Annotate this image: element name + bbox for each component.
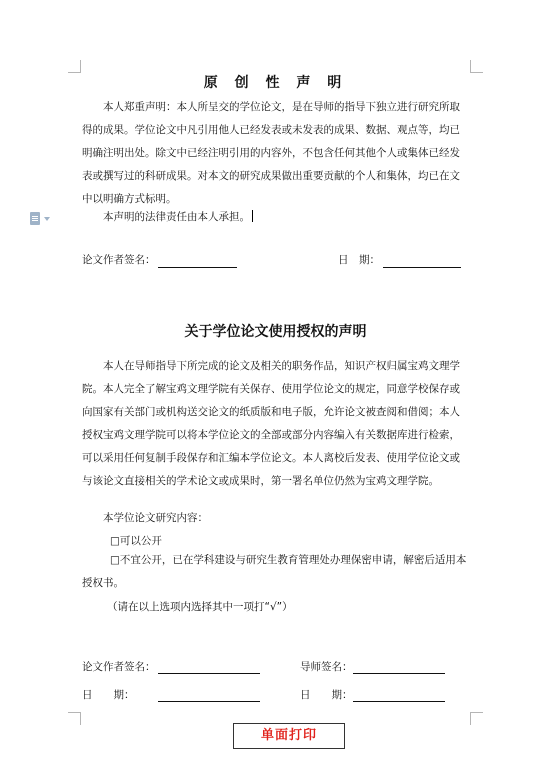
option-public[interactable]: □可以公开 <box>110 535 162 547</box>
declaration-title: 原 创 性 声 明 <box>203 75 348 91</box>
date-field[interactable] <box>383 267 461 268</box>
date-label-2: 日 期： <box>82 689 135 701</box>
text-cursor <box>252 210 253 222</box>
content-label: 本学位论文研究内容： <box>103 512 208 524</box>
document-options-icon[interactable] <box>30 212 52 226</box>
author-sign-label-2: 论文作者签名： <box>82 661 156 673</box>
authorization-title: 关于学位论文使用授权的声明 <box>184 324 367 340</box>
document-icon <box>30 212 40 225</box>
date-label: 日 期： <box>338 254 380 266</box>
author-sign-field[interactable] <box>158 267 237 268</box>
author-sign-field-2[interactable] <box>158 673 260 674</box>
date-label-3: 日 期： <box>300 689 353 701</box>
liability-text: 本声明的法律责任由本人承担。 <box>103 211 250 223</box>
author-sign-label: 论文作者签名： <box>82 254 156 266</box>
liability-line[interactable] <box>103 209 253 225</box>
date-field-3[interactable] <box>353 701 445 702</box>
declaration-body: 本人郑重声明：本人所呈交的学位论文，是在导师的指导下独立进行研究所取得的成果。学位论文中凡引用他人已经发表或未发表的成果、数据、观点等，均已明确注明出处。除文中已经注明引用的内容外，不包含任何其他个人或集体已经发表或撰写过的科研成果。对本文的研究成果做出重要贡献的个人和集体，均已在文中以明确方式标明。 <box>82 101 460 205</box>
crop-mark-bottom-left <box>68 712 81 725</box>
authorization-body: 本人在导师指导下所完成的论文及相关的职务作品，知识产权归属宝鸡文理学院。本人完全了解宝鸡文理学院有关保存、使用学位论文的规定，同意学校保存或向国家有关部门或机构送交论文的纸质版和电子版，允许论文被查阅和借阅；本人授权宝鸡文理学院可以将本学位论文的全部或部分内容编入有关数据库进行检索，可以采用任何复制手段保存和汇编本学位论文。本人离校后发表、使用学位论文或与该论文直接相关的学术论文或成果时，第一署名单位仍然为宝鸡文理学院。 <box>82 360 460 487</box>
option-private[interactable]: □不宜公开，已在学科建设与研究生教育管理处办理保密申请，解密后适用本授权书。 <box>82 554 467 589</box>
advisor-sign-label: 导师签名： <box>300 661 353 673</box>
advisor-sign-field[interactable] <box>353 673 445 674</box>
single-side-print-label: 单面打印 <box>233 723 345 749</box>
crop-mark-bottom-right <box>470 712 483 725</box>
instruction-text: （请在以上选项内选择其中一项打“√”） <box>107 601 293 613</box>
date-field-2[interactable] <box>158 701 260 702</box>
chevron-down-icon <box>44 217 50 221</box>
